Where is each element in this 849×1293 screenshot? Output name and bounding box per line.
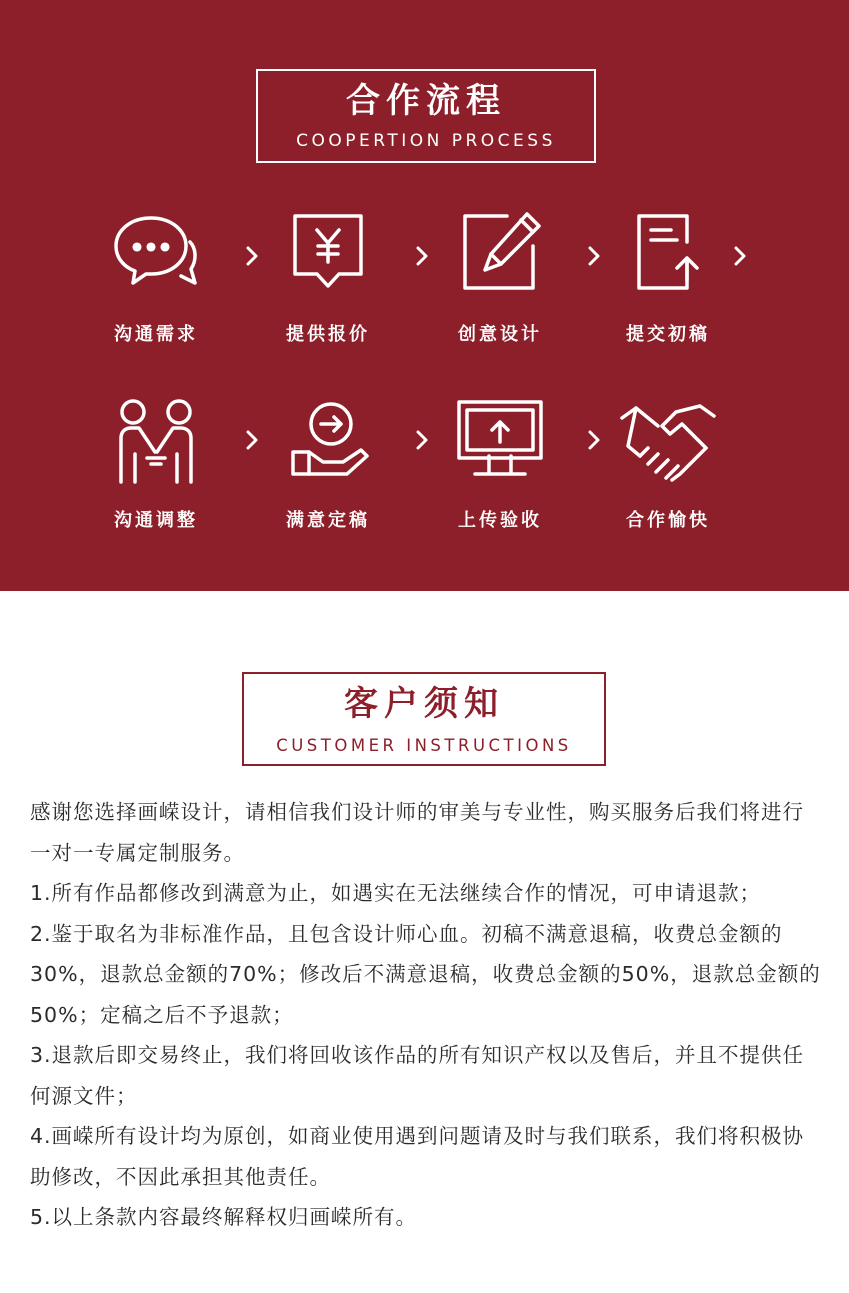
cooperation-title: 合作流程 [346,81,506,121]
step-creative-design [430,208,570,345]
cooperation-subtitle: COOPERTION PROCESS [296,131,556,151]
step-label: 合作愉快 [626,510,710,531]
notice-item-3: 3.退款后即交易终止，我们将回收该作品的所有知识产权以及售后，并且不提供任何源文件； [30,1043,805,1108]
step-communicate-adjust [86,396,226,531]
notice-item-4: 4.画嵘所有设计均为原创，如商业使用遇到问题请及时与我们联系，我们将积极协助修改，不因此承担其他责任。 [30,1124,805,1189]
notice-subtitle: CUSTOMER INSTRUCTIONS [276,736,572,755]
step-label: 沟通调整 [114,510,198,531]
notice-item-5: 5.以上条款内容最终解释权归画嵘所有。 [30,1205,418,1229]
monitor-upload-icon [455,396,545,486]
step-label: 创意设计 [458,324,542,345]
step-label: 满意定稿 [286,510,370,531]
step-label: 沟通需求 [114,324,198,345]
notice-body [30,792,822,1238]
step-final-approval [258,396,398,531]
step-label: 上传验收 [458,510,542,531]
yuan-price-icon [283,208,373,292]
pencil-edit-icon [455,208,545,292]
notice-title-box [242,672,606,766]
step-provide-quote [258,208,398,345]
step-upload-acceptance [430,396,570,531]
notice-item-2: 2.鉴于取名为非标准作品，且包含设计师心血。初稿不满意退稿，收费总金额的30%，退款总金额的70%；修改后不满意退稿，收费总金额的50%，退款总金额的50%；定稿之后不予退款； [30,921,821,1027]
cooperation-section [0,0,849,591]
cooperation-title-box [256,69,596,163]
notice-title: 客户须知 [344,684,504,724]
step-happy-cooperation [598,396,738,531]
notice-intro: 感谢您选择画嵘设计，请相信我们设计师的审美与专业性，购买服务后我们将进行一对一专属定制服务。 [30,800,804,865]
handshake-icon [618,396,718,486]
document-upload-icon [623,208,713,292]
hand-confirm-icon [283,396,373,486]
chevron-right-icon [732,244,748,268]
step-communicate-needs [86,208,226,345]
people-communicate-icon [111,396,201,486]
chevron-right-icon [414,428,430,452]
notice-item-1: 1.所有作品都修改到满意为止，如遇实在无法继续合作的情况，可申请退款； [30,881,762,905]
chat-bubbles-icon [111,208,201,292]
chevron-right-icon [414,244,430,268]
step-submit-draft [598,208,738,345]
step-label: 提供报价 [286,324,370,345]
step-label: 提交初稿 [626,324,710,345]
